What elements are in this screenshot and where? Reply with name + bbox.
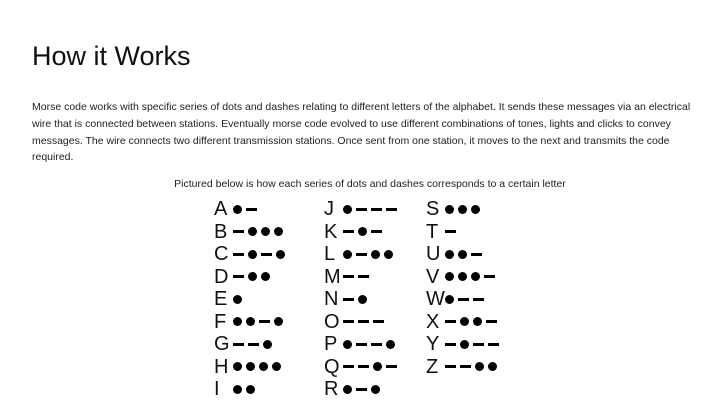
- morse-code-symbols: [445, 362, 501, 371]
- morse-row-u: [426, 243, 503, 266]
- morse-row-i: [214, 378, 289, 401]
- dot-symbol: [248, 250, 257, 259]
- morse-code-symbols: [233, 250, 289, 259]
- morse-letter: E: [214, 288, 228, 311]
- morse-code-symbols: [233, 340, 276, 349]
- morse-row-n: [324, 288, 401, 311]
- dot-symbol: [460, 317, 469, 326]
- morse-letter: V: [426, 265, 440, 288]
- morse-row-x: [426, 311, 503, 334]
- dot-symbol: [263, 340, 272, 349]
- morse-row-e: [214, 288, 289, 311]
- dot-symbol: [384, 250, 393, 259]
- morse-code-symbols: [233, 227, 287, 236]
- morse-code-symbols: [233, 295, 246, 304]
- morse-code-symbols: [445, 295, 488, 304]
- dot-symbol: [259, 362, 268, 371]
- morse-row-c: [214, 243, 289, 266]
- dash-symbol: [343, 230, 354, 233]
- morse-code-symbols: [343, 295, 371, 304]
- dot-symbol: [358, 295, 367, 304]
- morse-letter: H: [214, 355, 229, 378]
- morse-letter: F: [214, 310, 227, 333]
- dash-symbol: [486, 320, 497, 323]
- morse-row-m: [324, 266, 401, 289]
- morse-code-symbols: [445, 250, 486, 259]
- morse-letter: G: [214, 333, 230, 356]
- dash-symbol: [356, 343, 367, 346]
- morse-row-s: [426, 198, 503, 221]
- dash-symbol: [233, 253, 244, 256]
- dash-symbol: [371, 208, 382, 211]
- morse-code-symbols: [233, 272, 274, 281]
- morse-row-p: [324, 333, 401, 356]
- dot-symbol: [246, 362, 255, 371]
- dot-symbol: [343, 340, 352, 349]
- dash-symbol: [358, 320, 369, 323]
- dash-symbol: [488, 343, 499, 346]
- dash-symbol: [343, 275, 354, 278]
- dot-symbol: [276, 250, 285, 259]
- dot-symbol: [272, 362, 281, 371]
- dash-symbol: [246, 208, 257, 211]
- morse-row-v: [426, 266, 503, 289]
- dot-symbol: [233, 205, 242, 214]
- morse-code-symbols: [343, 275, 373, 278]
- dash-symbol: [386, 208, 397, 211]
- dash-symbol: [343, 320, 354, 323]
- dot-symbol: [246, 385, 255, 394]
- morse-code-symbols: [445, 272, 499, 281]
- dot-symbol: [274, 317, 283, 326]
- dash-symbol: [445, 343, 456, 346]
- dash-symbol: [233, 343, 244, 346]
- dot-symbol: [233, 317, 242, 326]
- morse-letter: Q: [324, 355, 340, 378]
- morse-code-symbols: [343, 362, 401, 371]
- dot-symbol: [373, 362, 382, 371]
- morse-column: [426, 198, 503, 378]
- dash-symbol: [261, 253, 272, 256]
- morse-row-f: [214, 311, 289, 334]
- morse-code-symbols: [445, 205, 484, 214]
- morse-row-l: [324, 243, 401, 266]
- morse-row-o: [324, 311, 401, 334]
- dot-symbol: [445, 295, 454, 304]
- dash-symbol: [356, 388, 367, 391]
- dash-symbol: [386, 365, 397, 368]
- morse-code-symbols: [445, 317, 501, 326]
- dash-symbol: [473, 298, 484, 301]
- dot-symbol: [261, 227, 270, 236]
- dash-symbol: [248, 343, 259, 346]
- morse-row-w: [426, 288, 503, 311]
- morse-code-symbols: [233, 362, 285, 371]
- morse-letter: S: [426, 198, 440, 221]
- dash-symbol: [356, 208, 367, 211]
- morse-letter: P: [324, 333, 338, 356]
- dash-symbol: [356, 253, 367, 256]
- morse-letter: B: [214, 220, 228, 243]
- dash-symbol: [371, 230, 382, 233]
- dash-symbol: [233, 275, 244, 278]
- morse-row-h: [214, 356, 289, 379]
- dot-symbol: [233, 385, 242, 394]
- morse-column: [214, 198, 289, 401]
- morse-letter: D: [214, 265, 229, 288]
- morse-row-z: [426, 356, 503, 379]
- morse-code-symbols: [445, 230, 460, 233]
- morse-row-g: [214, 333, 289, 356]
- dot-symbol: [343, 250, 352, 259]
- dash-symbol: [458, 298, 469, 301]
- chart-caption: Pictured below is how each series of dots and dashes corresponds to a certain letter: [174, 178, 566, 190]
- morse-letter: K: [324, 220, 338, 243]
- dash-symbol: [233, 230, 244, 233]
- dot-symbol: [471, 272, 480, 281]
- dot-symbol: [343, 205, 352, 214]
- morse-row-a: [214, 198, 289, 221]
- morse-row-b: [214, 221, 289, 244]
- morse-letter: Y: [426, 333, 440, 356]
- dot-symbol: [460, 340, 469, 349]
- dot-symbol: [475, 362, 484, 371]
- morse-letter: Z: [426, 355, 439, 378]
- dot-symbol: [233, 362, 242, 371]
- dash-symbol: [484, 275, 495, 278]
- morse-letter: I: [214, 378, 220, 401]
- dot-symbol: [343, 385, 352, 394]
- morse-code-symbols: [233, 317, 287, 326]
- dash-symbol: [445, 320, 456, 323]
- dot-symbol: [233, 295, 242, 304]
- morse-row-d: [214, 266, 289, 289]
- dash-symbol: [259, 320, 270, 323]
- dot-symbol: [386, 340, 395, 349]
- morse-code-symbols: [343, 385, 384, 394]
- dot-symbol: [445, 205, 454, 214]
- dot-symbol: [261, 272, 270, 281]
- morse-code-symbols: [233, 385, 259, 394]
- dash-symbol: [371, 343, 382, 346]
- dot-symbol: [471, 205, 480, 214]
- dot-symbol: [371, 385, 380, 394]
- dash-symbol: [343, 298, 354, 301]
- morse-code-symbols: [343, 227, 386, 236]
- dot-symbol: [458, 272, 467, 281]
- dash-symbol: [373, 320, 384, 323]
- morse-row-q: [324, 356, 401, 379]
- morse-code-symbols: [233, 205, 261, 214]
- dot-symbol: [246, 317, 255, 326]
- dash-symbol: [471, 253, 482, 256]
- dot-symbol: [488, 362, 497, 371]
- morse-letter: A: [214, 198, 228, 221]
- dash-symbol: [358, 275, 369, 278]
- dash-symbol: [445, 365, 456, 368]
- dot-symbol: [248, 272, 257, 281]
- dash-symbol: [445, 230, 456, 233]
- dot-symbol: [371, 250, 380, 259]
- dot-symbol: [458, 250, 467, 259]
- body-paragraph: Morse code works with specific series of dots and dashes relating to different letters of the alphabet. It sends these messages via an electrical wire that is connected between stations. Eventually morse code evolved to use different combinations of tones, lights and clicks to convey messages. The wire connects two different transmission stations. Once sent from one station, it moves to the next and transmits the code required.: [32, 101, 691, 164]
- morse-row-j: [324, 198, 401, 221]
- morse-code-symbols: [445, 340, 503, 349]
- morse-row-t: [426, 221, 503, 244]
- dot-symbol: [445, 272, 454, 281]
- dash-symbol: [460, 365, 471, 368]
- morse-letter: N: [324, 288, 339, 311]
- morse-letter: U: [426, 243, 441, 266]
- morse-row-r: [324, 378, 401, 401]
- morse-code-symbols: [343, 250, 397, 259]
- dot-symbol: [274, 227, 283, 236]
- slide-title: How it Works: [32, 41, 191, 71]
- morse-letter: O: [324, 310, 340, 333]
- dot-symbol: [445, 250, 454, 259]
- morse-code-symbols: [343, 320, 388, 323]
- morse-letter: T: [426, 220, 439, 243]
- morse-row-y: [426, 333, 503, 356]
- morse-code-symbols: [343, 205, 401, 214]
- dot-symbol: [458, 205, 467, 214]
- dash-symbol: [358, 365, 369, 368]
- morse-letter: X: [426, 310, 440, 333]
- morse-column: [324, 198, 401, 401]
- morse-letter: J: [324, 198, 334, 221]
- morse-row-k: [324, 221, 401, 244]
- morse-code-symbols: [343, 340, 399, 349]
- dash-symbol: [473, 343, 484, 346]
- dot-symbol: [358, 227, 367, 236]
- dash-symbol: [343, 365, 354, 368]
- morse-letter: C: [214, 243, 229, 266]
- morse-letter: W: [426, 288, 445, 311]
- morse-letter: R: [324, 378, 339, 401]
- morse-letter: L: [324, 243, 336, 266]
- dot-symbol: [473, 317, 482, 326]
- dot-symbol: [248, 227, 257, 236]
- morse-letter: M: [324, 265, 341, 288]
